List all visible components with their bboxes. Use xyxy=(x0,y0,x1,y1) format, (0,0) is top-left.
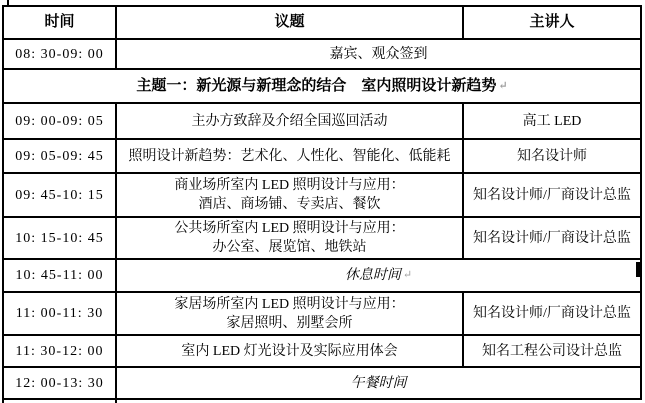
break-cell: 午餐时间 xyxy=(116,367,641,399)
topic-line-1: 商业场所室内 LED 照明设计与应用： xyxy=(174,178,405,193)
table-row xyxy=(3,173,641,217)
table-row xyxy=(3,335,641,367)
speaker-cell: 知名设计师 xyxy=(463,139,641,173)
topic-line-2: 家居照明、别墅会所 xyxy=(226,315,353,331)
time-cell: 11: 00-11: 30 xyxy=(3,292,116,335)
time-cell: 12: 00-13: 30 xyxy=(3,367,116,399)
table-header-row xyxy=(3,6,641,39)
merged-cell: 嘉宾、观众签到 xyxy=(116,39,641,69)
topic-line-2: 酒店、商场铺、专卖店、餐饮 xyxy=(198,197,381,212)
header-cell-time: 时间 xyxy=(3,6,116,39)
time-cell: 11: 30-12: 00 xyxy=(3,335,116,367)
break-text: 休息时间 xyxy=(344,268,401,283)
break-row xyxy=(3,367,641,399)
break-cell xyxy=(116,259,641,292)
table-border-stub-bottom-col1 xyxy=(115,397,117,403)
table-row xyxy=(3,292,641,335)
speaker-cell: 高工 LED xyxy=(463,103,641,139)
topic-line-2: 办公室、展览馆、地铁站 xyxy=(212,240,367,255)
topic-line-1: 家居场所室内 LED 照明设计与应用： xyxy=(174,296,405,312)
speaker-cell: 知名设计师/厂商设计总监 xyxy=(463,292,641,335)
topic-cell xyxy=(116,173,463,217)
table-border-handle[interactable] xyxy=(636,262,642,277)
topic-cell xyxy=(116,217,463,259)
paragraph-mark-icon: ↵ xyxy=(498,79,508,92)
theme-row xyxy=(3,69,641,103)
time-cell: 09: 45-10: 15 xyxy=(3,173,116,217)
table-row xyxy=(3,139,641,173)
header-cell-topic: 议题 xyxy=(116,6,463,39)
table-border-stub-bottom-left xyxy=(2,397,4,403)
speaker-cell: 知名设计师/厂商设计总监 xyxy=(463,217,641,259)
table-row xyxy=(3,39,641,69)
theme-cell xyxy=(3,69,641,103)
break-row xyxy=(3,259,641,292)
time-cell: 09: 00-09: 05 xyxy=(3,103,116,139)
topic-cell xyxy=(116,292,463,335)
topic-cell: 室内 LED 灯光设计及实际应用体会 xyxy=(116,335,463,367)
theme-text: 主题一：新光源与新理念的结合 室内照明设计新趋势 xyxy=(136,77,497,94)
paragraph-mark-icon: ↵ xyxy=(402,269,413,281)
time-cell: 10: 15-10: 45 xyxy=(3,217,116,259)
speaker-cell: 知名工程公司设计总监 xyxy=(463,335,641,367)
time-cell: 10: 45-11: 00 xyxy=(3,259,116,292)
agenda-table xyxy=(2,5,642,400)
speaker-cell: 知名设计师/厂商设计总监 xyxy=(463,173,641,217)
time-cell: 08: 30-09: 00 xyxy=(3,39,116,69)
topic-cell: 主办方致辞及介绍全国巡回活动 xyxy=(116,103,463,139)
table-row xyxy=(3,103,641,139)
header-cell-speaker: 主讲人 xyxy=(463,6,641,39)
time-cell: 09: 05-09: 45 xyxy=(3,139,116,173)
topic-cell: 照明设计新趋势：艺术化、人性化、智能化、低能耗 xyxy=(116,139,463,173)
table-row xyxy=(3,217,641,259)
topic-line-1: 公共场所室内 LED 照明设计与应用： xyxy=(174,221,405,236)
